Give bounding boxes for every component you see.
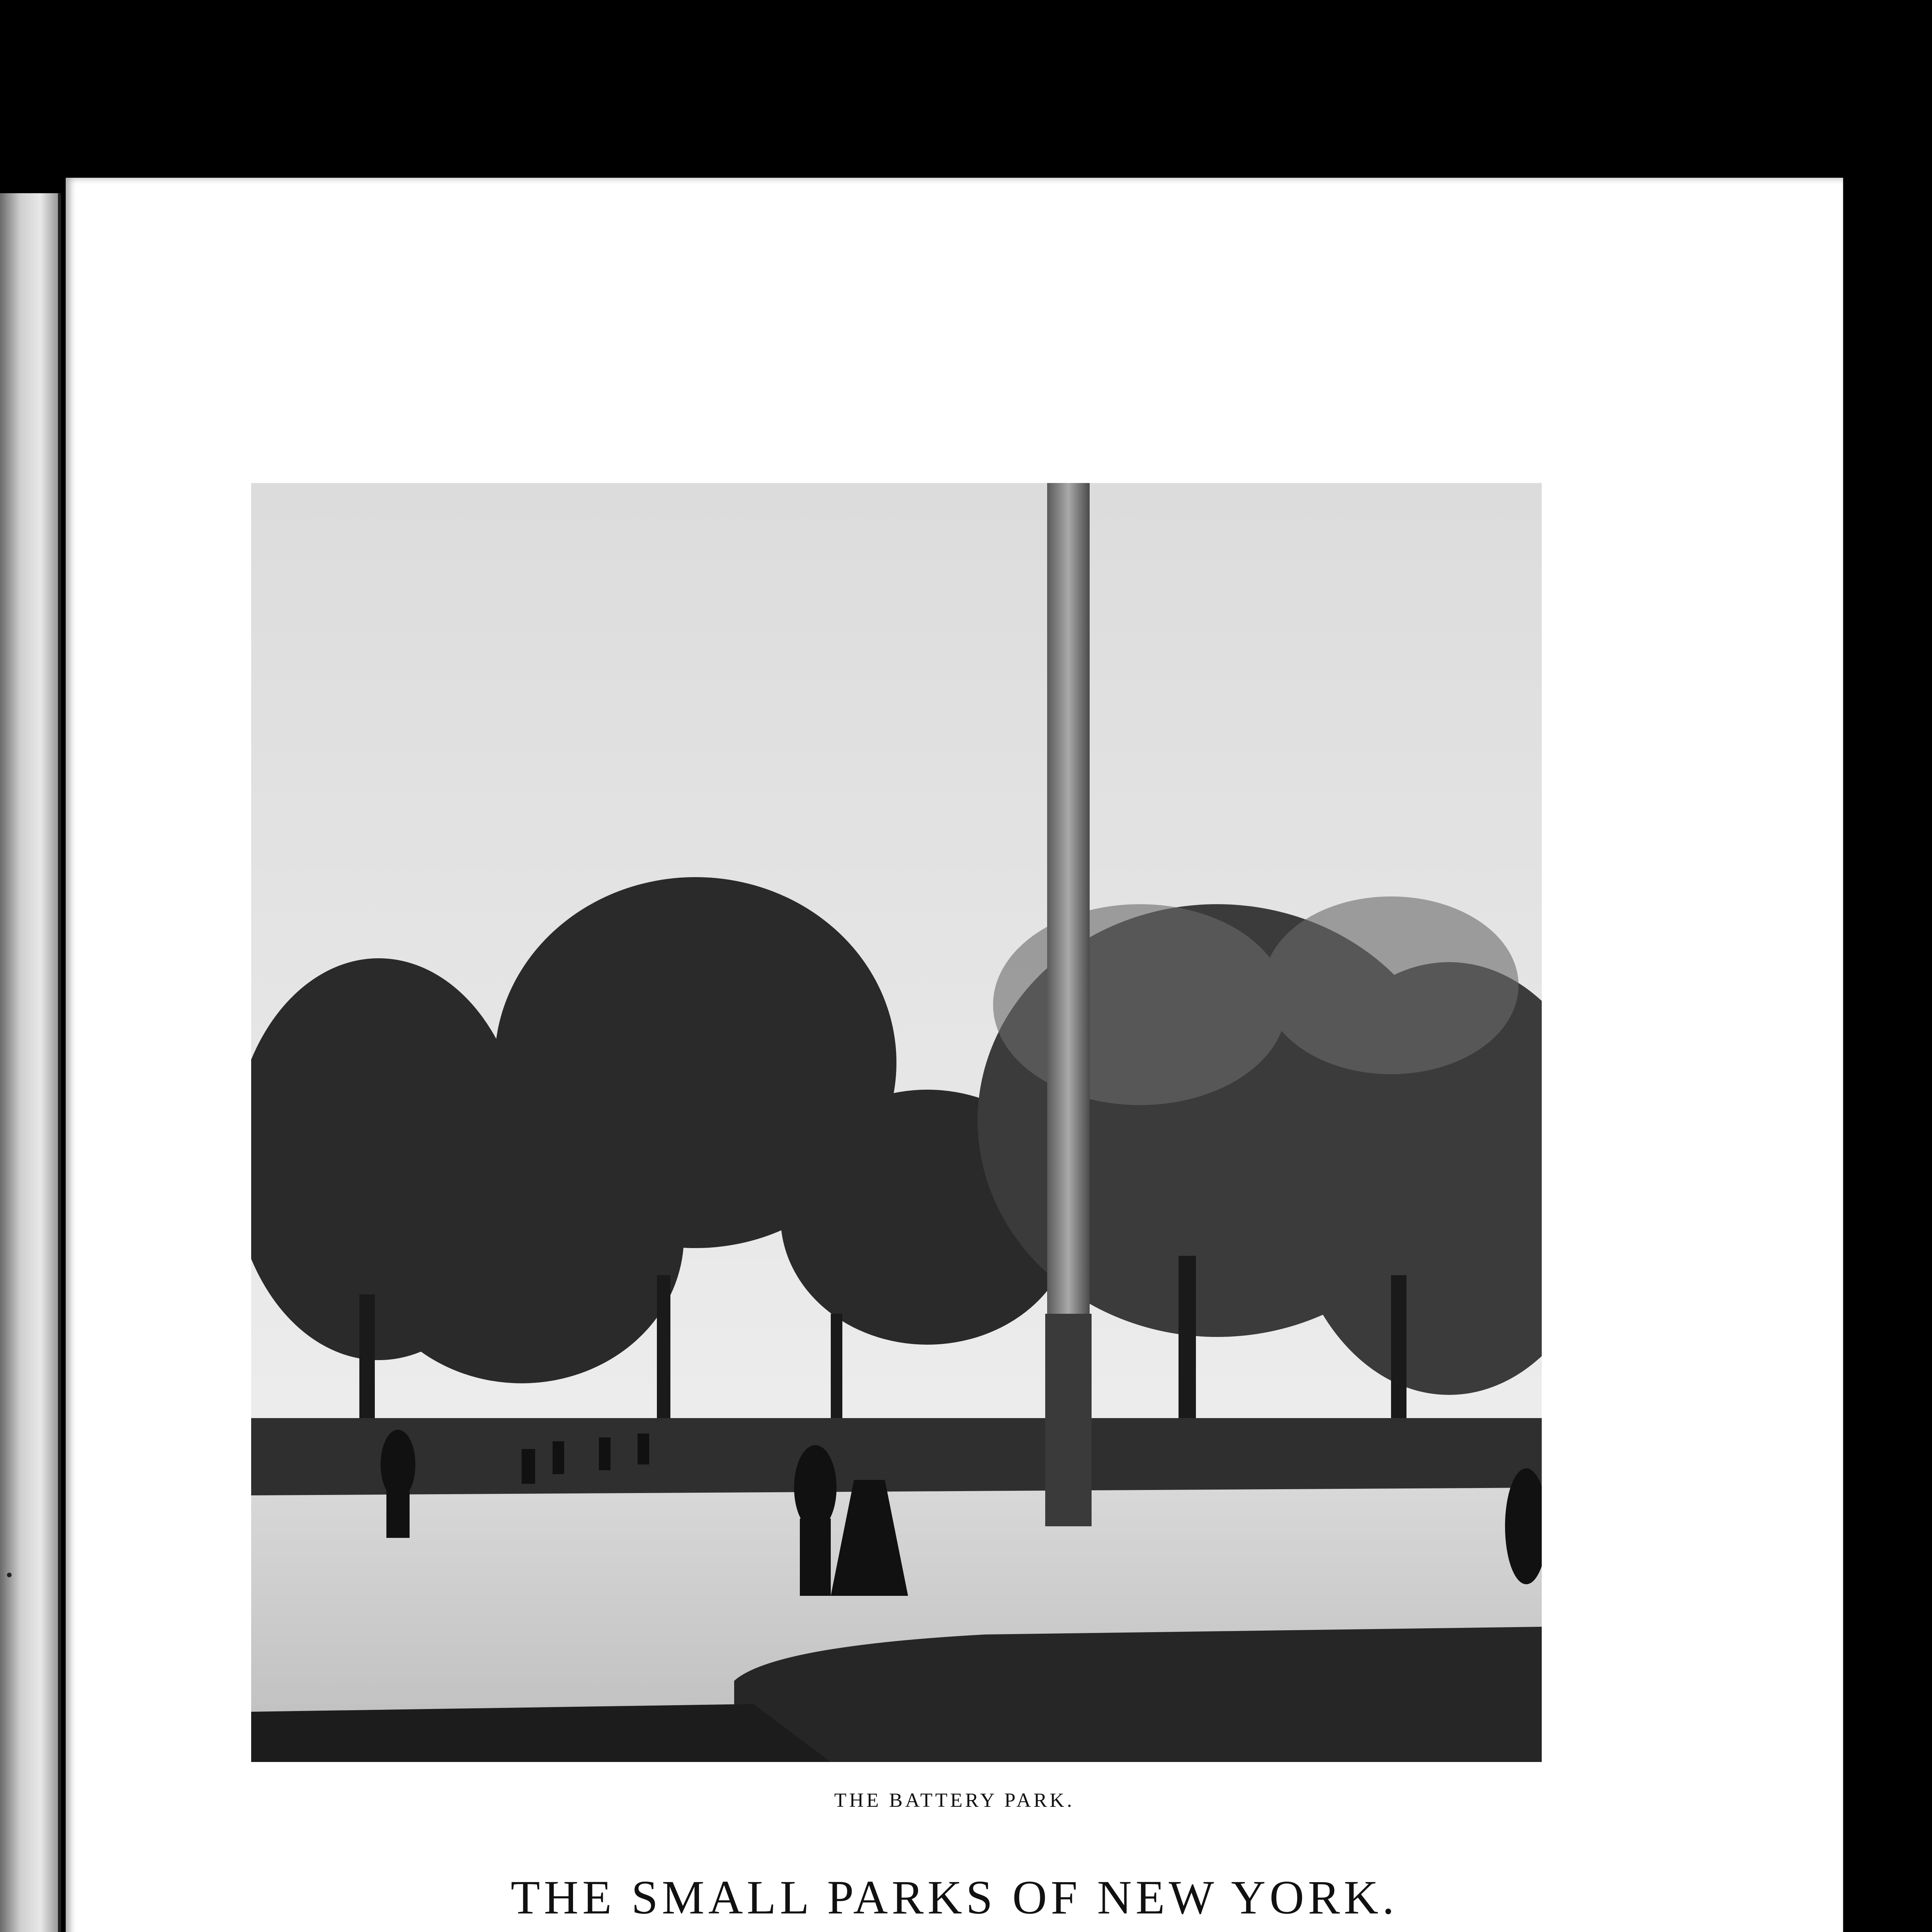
margin-speck <box>7 1573 12 1577</box>
article-title: THE SMALL PARKS OF NEW YORK. <box>510 1871 1398 1924</box>
page <box>66 178 1843 1932</box>
battery-park-photo <box>251 483 1542 1762</box>
photo-caption: THE BATTERY PARK. <box>834 1789 1075 1811</box>
photo-illustration <box>251 483 1542 1762</box>
book-gutter <box>0 193 61 1932</box>
